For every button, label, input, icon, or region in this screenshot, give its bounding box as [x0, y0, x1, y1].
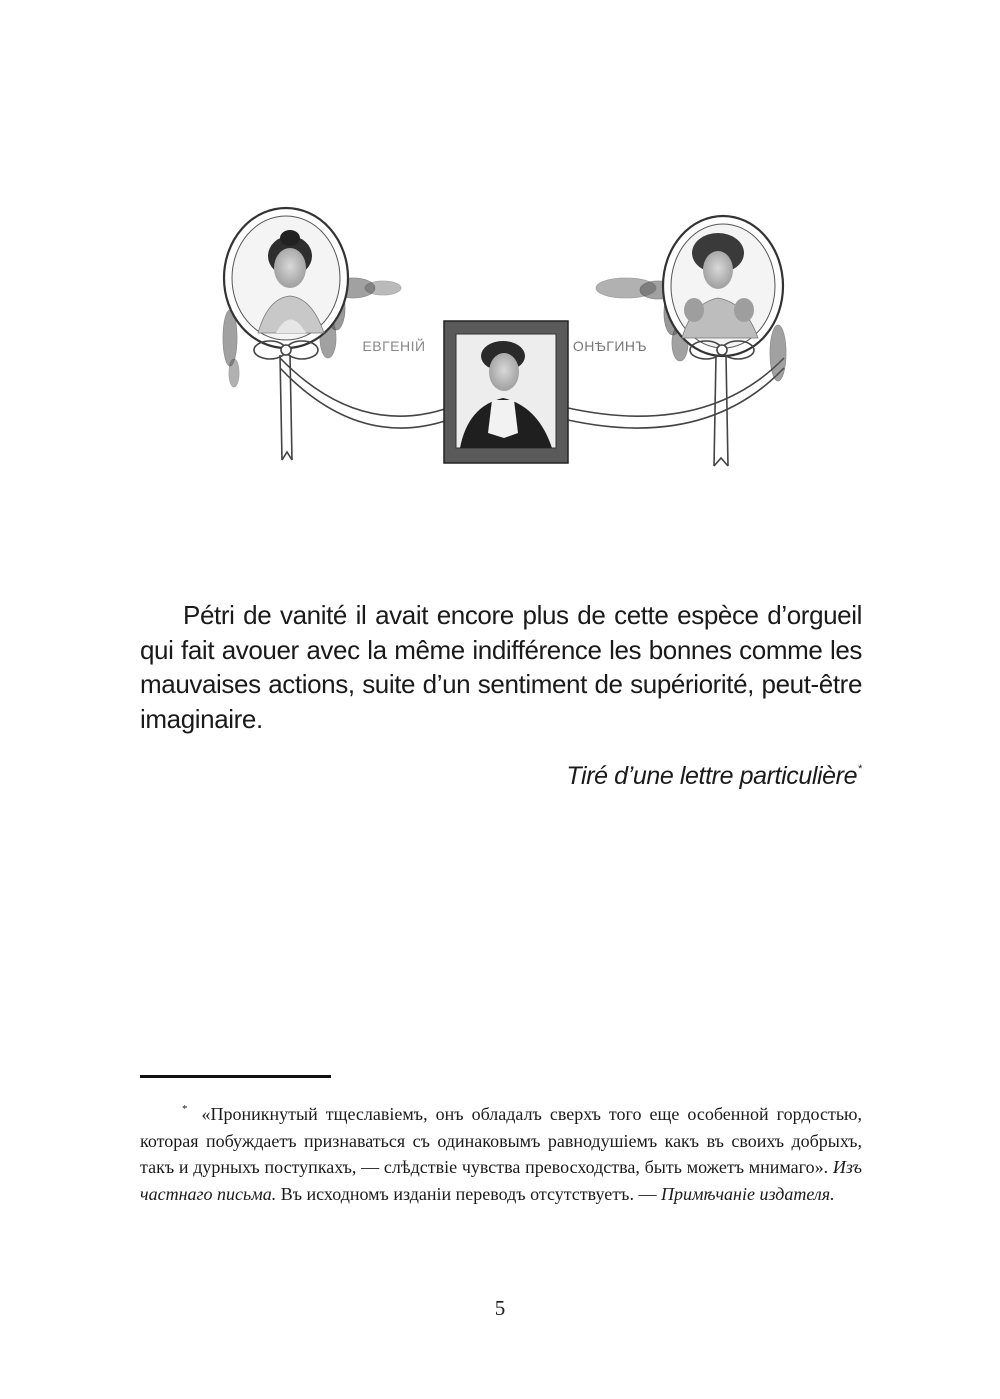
center-portrait-frame [444, 321, 568, 463]
footnote [140, 1096, 862, 1207]
epigraph-source-text: Tiré d’une lettre particulière [566, 762, 858, 790]
title-vignette-illustration [218, 138, 863, 550]
footnote-mark: * [182, 1103, 188, 1115]
footnote-note: Въ исходномъ изданіи переводъ отсутствуетъ. — [280, 1183, 657, 1204]
vignette-label-right: ОНѢГИНЪ [572, 338, 648, 354]
bow-right [690, 341, 754, 466]
oval-medallion-right [663, 216, 783, 356]
footnote-publisher-note: Примѣчаніе издателя. [660, 1183, 835, 1204]
page-number: 5 [494, 1296, 506, 1320]
bow-left [254, 341, 318, 460]
footnote-reference-mark: * [858, 763, 862, 775]
epigraph-source [566, 762, 862, 791]
footnote-separator-rule [140, 1075, 331, 1078]
epigraph-text: Pétri de vanité il avait encore plus de cette espèce d’orgueil qui fait avouer avec la même indifférence les bonnes comme les mauvaises actions, suite d’un sentiment de supériorité, peut-être imaginaire. [140, 600, 862, 734]
footnote-source: Изъ частнаго письма. [140, 1157, 862, 1204]
oval-medallion-left [224, 208, 348, 348]
vignette-label-left: ЕВГЕНІЙ [362, 338, 426, 354]
footnote-text: «Проникнутый тщеславіемъ, онъ обладалъ сверхъ того еще особенной гордостью, которая побуждаетъ признаваться съ одинаковымъ равнодушіемъ какъ въ своихъ добрыхъ, такъ и дурныхъ поступкахъ, — слѣдствіе чувства превосходства, быть можетъ мнимаго». [140, 1104, 862, 1177]
